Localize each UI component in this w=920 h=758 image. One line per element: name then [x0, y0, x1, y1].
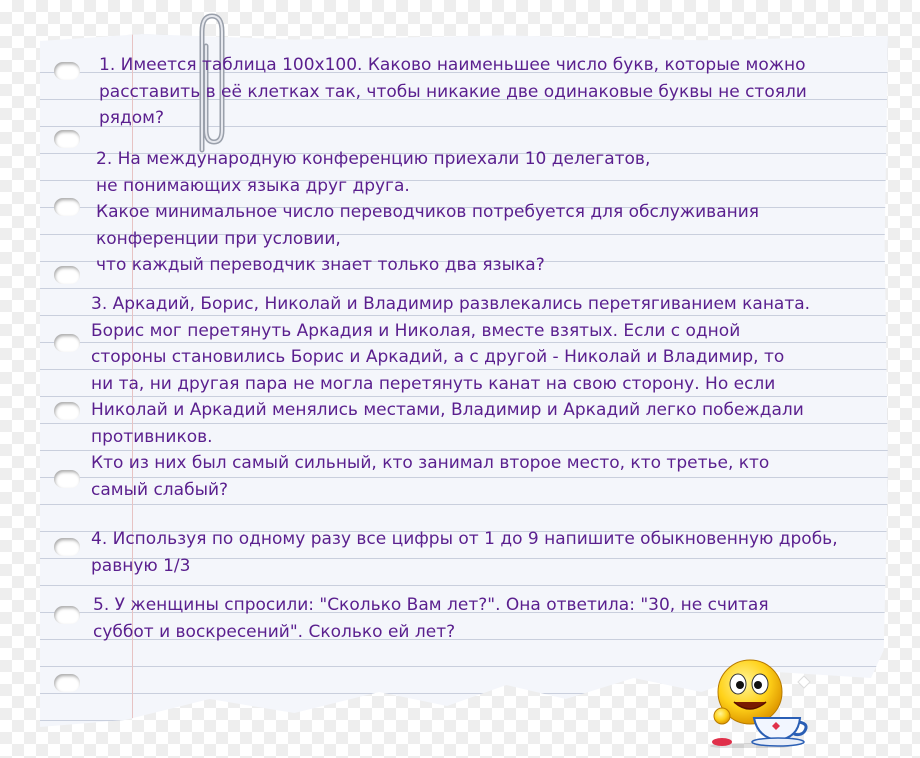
binder-hole — [54, 402, 80, 420]
question-line: Николай и Аркадий менялись местами, Владимир и Аркадий легко побеждали — [91, 400, 804, 420]
binder-hole — [54, 470, 80, 488]
binder-hole — [54, 674, 80, 692]
binder-hole — [54, 538, 80, 556]
binder-hole — [54, 334, 80, 352]
smiley-tea-icon — [692, 656, 822, 748]
question-line: противников. — [91, 426, 213, 447]
question-line: рядом? — [99, 108, 165, 128]
question-line: 5. У женщины спросили: "Сколько Вам лет?". Она ответила: "30, не считая — [93, 595, 769, 615]
question-line: 2. На международную конференцию приехали 10 делегатов, — [96, 149, 651, 169]
question-line: 4. Используя по одному разу все цифры от 1 до 9 напишите обыкновенную дробь, — [91, 529, 838, 549]
binder-hole — [54, 266, 80, 284]
question-line: 1. Имеется таблица 100x100. Каково наименьшее число букв, которые можно — [99, 55, 806, 75]
question-line: Кто из них был самый сильный, кто занимал второе место, кто третье, кто — [91, 453, 770, 473]
question-line: ни та, ни другая пара не могла перетянуть канат на свою сторону. Но если — [91, 373, 776, 394]
binder-hole — [54, 198, 80, 216]
binder-hole — [54, 606, 80, 624]
question-line: 3. Аркадий, Борис, Николай и Владимир развлекались перетягиванием каната. — [91, 294, 811, 314]
question-3 — [91, 291, 810, 503]
question-1 — [99, 52, 807, 132]
question-line: самый слабый? — [91, 479, 229, 500]
question-line: расставить в её клетках так, чтобы никакие две одинаковые буквы не стояли — [99, 81, 807, 102]
binder-hole — [54, 130, 80, 148]
question-5 — [93, 592, 769, 645]
question-line: равную 1/3 — [91, 555, 191, 576]
question-line: не понимающих языка друг друга. — [96, 175, 410, 196]
question-line: суббот и воскресений". Сколько ей лет? — [93, 621, 456, 642]
question-line: конференции при условии, — [96, 228, 341, 249]
question-2 — [96, 146, 759, 279]
question-line: стороны становились Борис и Аркадий, а с другой - Николай и Владимир, то — [91, 347, 785, 367]
question-line: Какое минимальное число переводчиков потребуется для обслуживания — [96, 202, 759, 222]
question-line: что каждый переводчик знает только два языка? — [96, 255, 545, 275]
question-line: Борис мог перетянуть Аркадия и Николая, вместе взятых. Если с одной — [91, 320, 741, 341]
question-4 — [91, 526, 838, 579]
binder-hole — [54, 62, 80, 80]
